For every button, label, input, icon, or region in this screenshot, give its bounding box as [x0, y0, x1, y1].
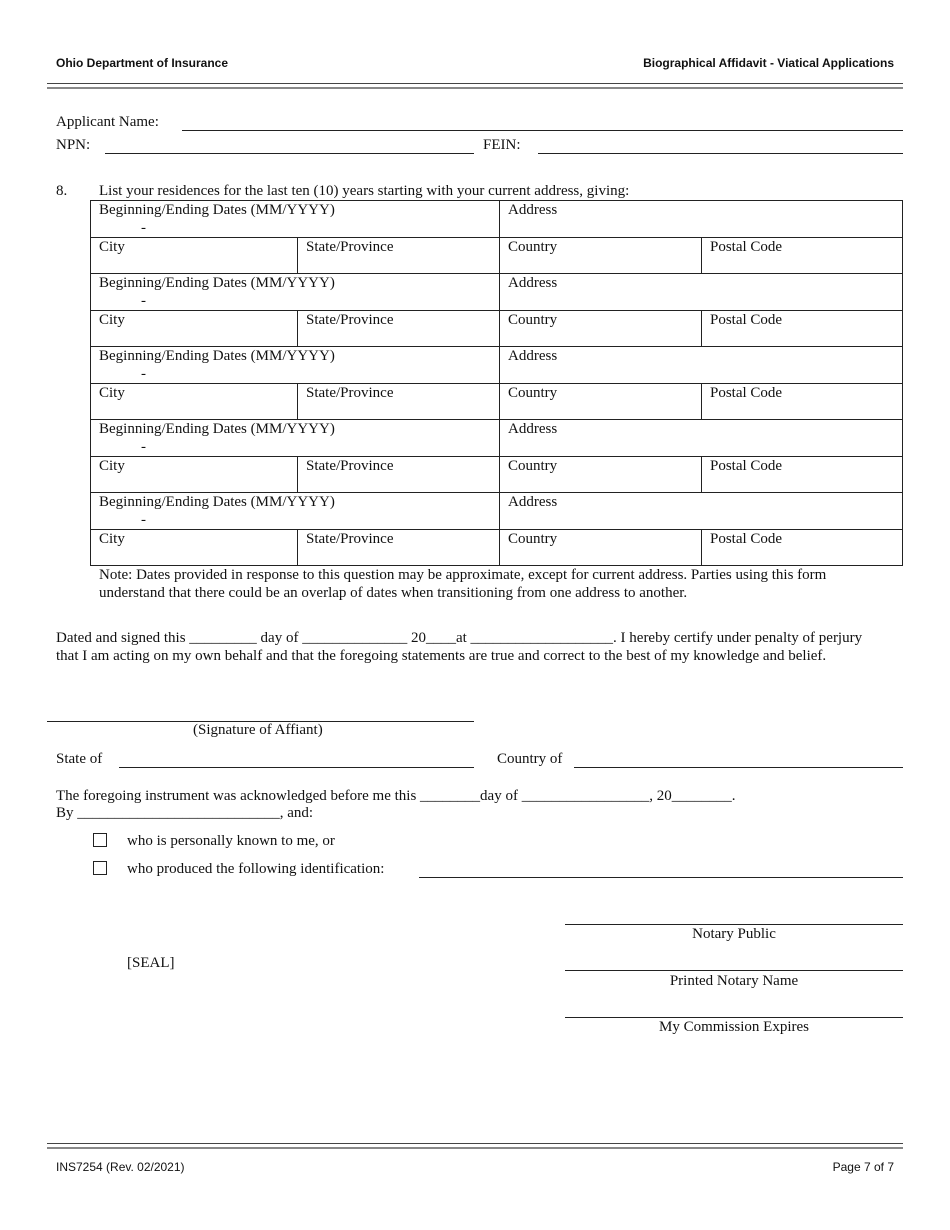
state-label: State/Province: [306, 385, 394, 401]
npn-field[interactable]: [105, 153, 474, 154]
city-label: City: [99, 531, 125, 547]
note-line-2: understand that there could be an overlap of dates when transitioning from one address to another.: [99, 585, 688, 601]
identification-field[interactable]: [419, 877, 903, 878]
postal-label: Postal Code: [710, 239, 783, 255]
city-cell[interactable]: [90, 310, 298, 347]
header-department: Ohio Department of Insurance: [56, 56, 229, 70]
country-of-label: Country of: [497, 751, 563, 767]
address-label: Address: [508, 494, 558, 510]
signature-label: (Signature of Affiant): [193, 722, 323, 738]
certification-line-1: Dated and signed this _________ day of ______________ 20____at ___________________. I hereby certify under penalty of perjury: [56, 630, 863, 646]
note-line-1: Note: Dates provided in response to this question may be approximate, except for current address. Parties using this form: [99, 567, 827, 583]
seal-label: [SEAL]: [127, 955, 175, 971]
state-cell[interactable]: [297, 456, 500, 493]
dates-dash: -: [141, 293, 146, 309]
dates-label: Beginning/Ending Dates (MM/YYYY): [99, 202, 335, 218]
state-of-label: State of: [56, 751, 103, 767]
fein-label: FEIN:: [483, 137, 521, 153]
dates-label: Beginning/Ending Dates (MM/YYYY): [99, 348, 335, 364]
state-label: State/Province: [306, 458, 394, 474]
address-label: Address: [508, 275, 558, 291]
postal-label: Postal Code: [710, 458, 783, 474]
address-cell[interactable]: [499, 492, 903, 530]
dates-cell[interactable]: [90, 492, 500, 530]
postal-label: Postal Code: [710, 531, 783, 547]
personally-known-checkbox[interactable]: [93, 833, 107, 847]
state-of-field[interactable]: [119, 767, 474, 768]
country-cell[interactable]: [499, 237, 702, 274]
state-cell[interactable]: [297, 310, 500, 347]
address-label: Address: [508, 421, 558, 437]
footer-divider: [47, 1143, 903, 1149]
address-cell[interactable]: [499, 200, 903, 238]
certification-line-2: that I am acting on my own behalf and that the foregoing statements are true and correct to the best of my knowledge and belief.: [56, 648, 827, 664]
postal-cell[interactable]: [701, 310, 903, 347]
country-label: Country: [508, 385, 558, 401]
commission-expires-label: My Commission Expires: [658, 1019, 809, 1035]
header-form-title: Biographical Affidavit - Viatical Applications: [643, 56, 894, 70]
state-label: State/Province: [306, 531, 394, 547]
dates-dash: -: [141, 366, 146, 382]
printed-notary-name-line[interactable]: [565, 970, 903, 971]
city-label: City: [99, 239, 125, 255]
country-cell[interactable]: [499, 456, 702, 493]
notary-public-line[interactable]: [565, 924, 903, 925]
identification-checkbox[interactable]: [93, 861, 107, 875]
state-label: State/Province: [306, 312, 394, 328]
notary-public-label: Notary Public: [692, 926, 776, 942]
postal-cell[interactable]: [701, 383, 903, 420]
dates-label: Beginning/Ending Dates (MM/YYYY): [99, 494, 335, 510]
dates-dash: -: [141, 439, 146, 455]
city-label: City: [99, 312, 125, 328]
dates-label: Beginning/Ending Dates (MM/YYYY): [99, 275, 335, 291]
header-divider: [47, 83, 903, 89]
address-cell[interactable]: [499, 273, 903, 311]
fein-field[interactable]: [538, 153, 903, 154]
postal-cell[interactable]: [701, 529, 903, 566]
country-label: Country: [508, 458, 558, 474]
identification-label: who produced the following identification:: [127, 861, 385, 877]
postal-label: Postal Code: [710, 312, 783, 328]
printed-notary-name-label: Printed Notary Name: [669, 973, 799, 989]
acknowledgment-line-1: The foregoing instrument was acknowledged before me this ________day of _________________, 20________.: [56, 788, 736, 804]
address-label: Address: [508, 202, 558, 218]
postal-label: Postal Code: [710, 385, 783, 401]
city-cell[interactable]: [90, 456, 298, 493]
state-cell[interactable]: [297, 529, 500, 566]
dates-dash: -: [141, 512, 146, 528]
dates-label: Beginning/Ending Dates (MM/YYYY): [99, 421, 335, 437]
dates-dash: -: [141, 220, 146, 236]
country-label: Country: [508, 312, 558, 328]
dates-cell[interactable]: [90, 419, 500, 457]
address-label: Address: [508, 348, 558, 364]
acknowledgment-line-2: By ___________________________, and:: [56, 805, 314, 821]
address-cell[interactable]: [499, 346, 903, 384]
applicant-name-label: Applicant Name:: [56, 114, 159, 130]
city-cell[interactable]: [90, 383, 298, 420]
country-cell[interactable]: [499, 383, 702, 420]
applicant-name-field[interactable]: [182, 130, 903, 131]
footer-page-number: Page 7 of 7: [832, 1160, 894, 1174]
personally-known-label: who is personally known to me, or: [127, 833, 335, 849]
address-cell[interactable]: [499, 419, 903, 457]
state-cell[interactable]: [297, 237, 500, 274]
country-label: Country: [508, 239, 558, 255]
country-cell[interactable]: [499, 310, 702, 347]
question-text: List your residences for the last ten (10) years starting with your current address, giving:: [99, 183, 630, 199]
country-of-field[interactable]: [574, 767, 903, 768]
state-cell[interactable]: [297, 383, 500, 420]
city-label: City: [99, 458, 125, 474]
postal-cell[interactable]: [701, 456, 903, 493]
city-label: City: [99, 385, 125, 401]
country-label: Country: [508, 531, 558, 547]
postal-cell[interactable]: [701, 237, 903, 274]
question-number: 8.: [56, 183, 68, 199]
commission-expires-line[interactable]: [565, 1017, 903, 1018]
footer-form-id: INS7254 (Rev. 02/2021): [56, 1160, 185, 1174]
npn-label: NPN:: [56, 137, 91, 153]
country-cell[interactable]: [499, 529, 702, 566]
dates-cell[interactable]: [90, 273, 500, 311]
dates-cell[interactable]: [90, 346, 500, 384]
dates-cell[interactable]: [90, 200, 500, 238]
state-label: State/Province: [306, 239, 394, 255]
city-cell[interactable]: [90, 529, 298, 566]
city-cell[interactable]: [90, 237, 298, 274]
